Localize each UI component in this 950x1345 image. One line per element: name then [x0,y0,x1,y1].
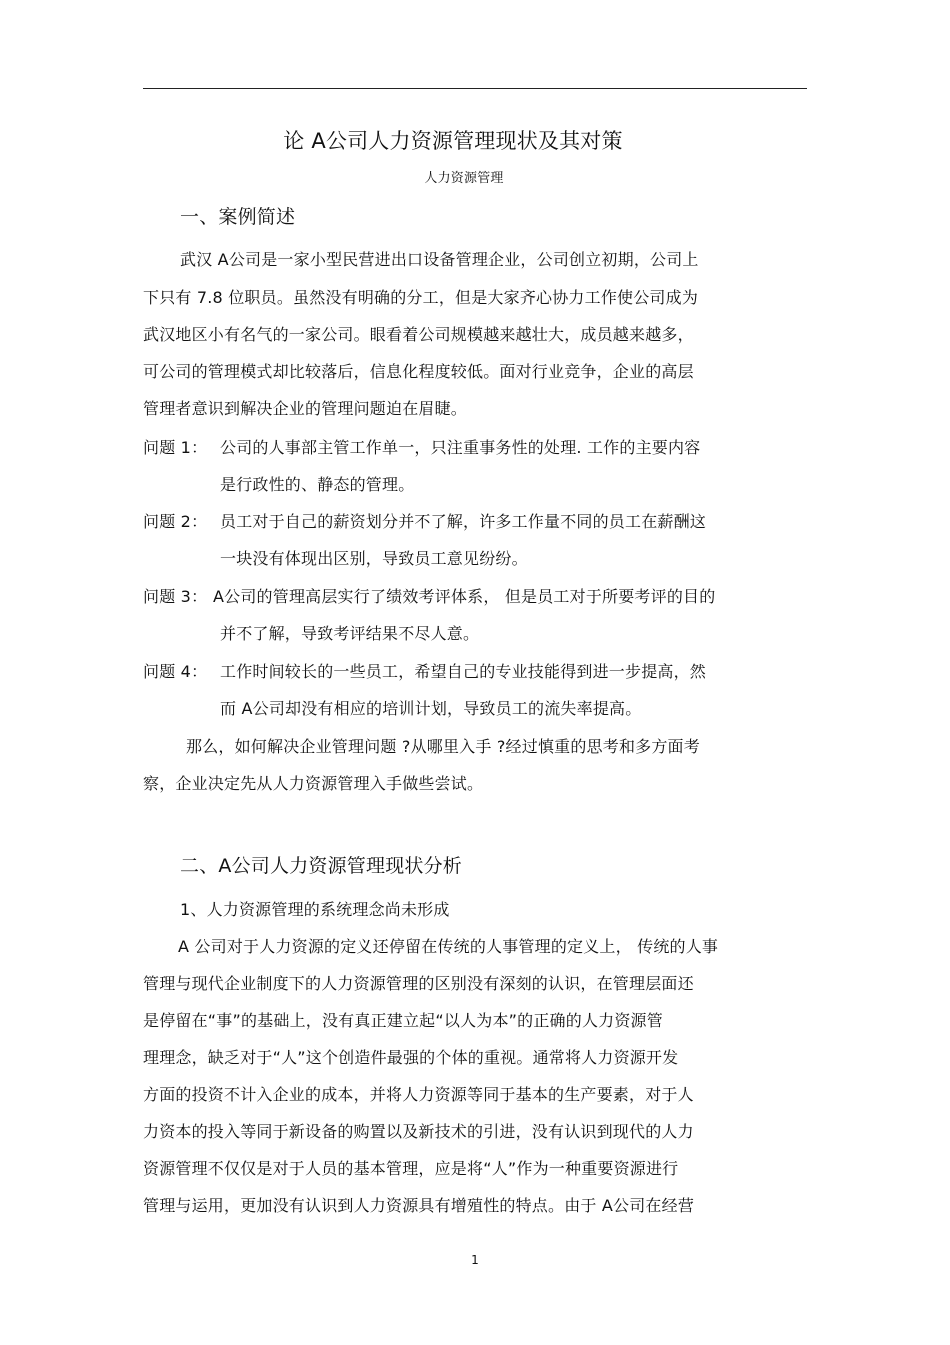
paragraph-line: 管理与现代企业制度下的人力资源管理的区别没有深刻的认识，在管理层面还 [143,974,694,993]
paragraph-line: 那么，如何解决企业管理问题 ?从哪里入手 ?经过慎重的思考和多方面考 [186,737,700,756]
paragraph-line: 武汉 A公司是一家小型民营进出口设备管理企业，公司创立初期，公司上 [180,250,699,269]
paragraph-line: 是停留在“事”的基础上，没有真正建立起“以人为本”的正确的人力资源管 [143,1011,663,1030]
problem-text: 而 A公司却没有相应的培训计划，导致员工的流失率提高。 [220,699,642,718]
problem-text: 公司的人事部主管工作单一，只注重事务性的处理. 工作的主要内容 [220,438,701,457]
problem-text: 一块没有体现出区别，导致员工意见纷纷。 [220,549,528,568]
subsection-heading: 1、人力资源管理的系统理念尚未形成 [180,900,450,919]
paragraph-line: 管理者意识到解决企业的管理问题迫在眉睫。 [143,399,468,418]
problem-text: 员工对于自己的薪资划分并不了解，许多工作量不同的员工在薪酬这 [220,512,707,531]
problem-label: 问题 4： [143,662,208,681]
paragraph-line: 管理与运用，更加没有认识到人力资源具有增殖性的特点。由于 A公司在经营 [143,1196,695,1215]
header-rule [143,88,807,89]
problem-text: 是行政性的、静态的管理。 [220,475,415,494]
problem-label: 问题 2： [143,512,208,531]
paragraph-line: 可公司的管理模式却比较落后，信息化程度较低。面对行业竞争，企业的高层 [143,362,694,381]
paragraph-line: A 公司对于人力资源的定义还停留在传统的人事管理的定义上， 传统的人事 [178,937,719,956]
paragraph-line: 下只有 7.8 位职员。虽然没有明确的分工，但是大家齐心协力工作使公司成为 [143,288,699,307]
section-heading-2: 二、A公司人力资源管理现状分析 [180,855,462,877]
problem-text: 并不了解，导致考评结果不尽人意。 [220,624,480,643]
paragraph-line: 力资本的投入等同于新设备的购置以及新技术的引进，没有认识到现代的人力 [143,1122,694,1141]
section-heading-1: 一、案例简述 [180,206,296,228]
paragraph-line: 察，企业决定先从人力资源管理入手做些尝试。 [143,774,484,793]
paragraph-line: 武汉地区小有名气的一家公司。眼看着公司规模越来越壮大，成员越来越多， [143,325,694,344]
problem-label: 问题 3： [143,587,208,606]
page-subtitle: 人力资源管理 [424,171,504,186]
paragraph-line: 资源管理不仅仅是对于人员的基本管理，应是将“人”作为一种重要资源进行 [143,1159,679,1178]
problem-text: 工作时间较长的一些员工，希望自己的专业技能得到进一步提高，然 [220,662,707,681]
paragraph-line: 方面的投资不计入企业的成本，并将人力资源等同于基本的生产要素，对于人 [143,1085,694,1104]
page-number: 1 [471,1253,479,1267]
paragraph-line: 理理念，缺乏对于“人”这个创造件最强的个体的重视。通常将人力资源开发 [143,1048,679,1067]
problem-label: 问题 1： [143,438,208,457]
page-title: 论 A公司人力资源管理现状及其对策 [283,129,623,153]
problem-text: A公司的管理高层实行了绩效考评体系， 但是员工对于所要考评的目的 [213,587,716,606]
